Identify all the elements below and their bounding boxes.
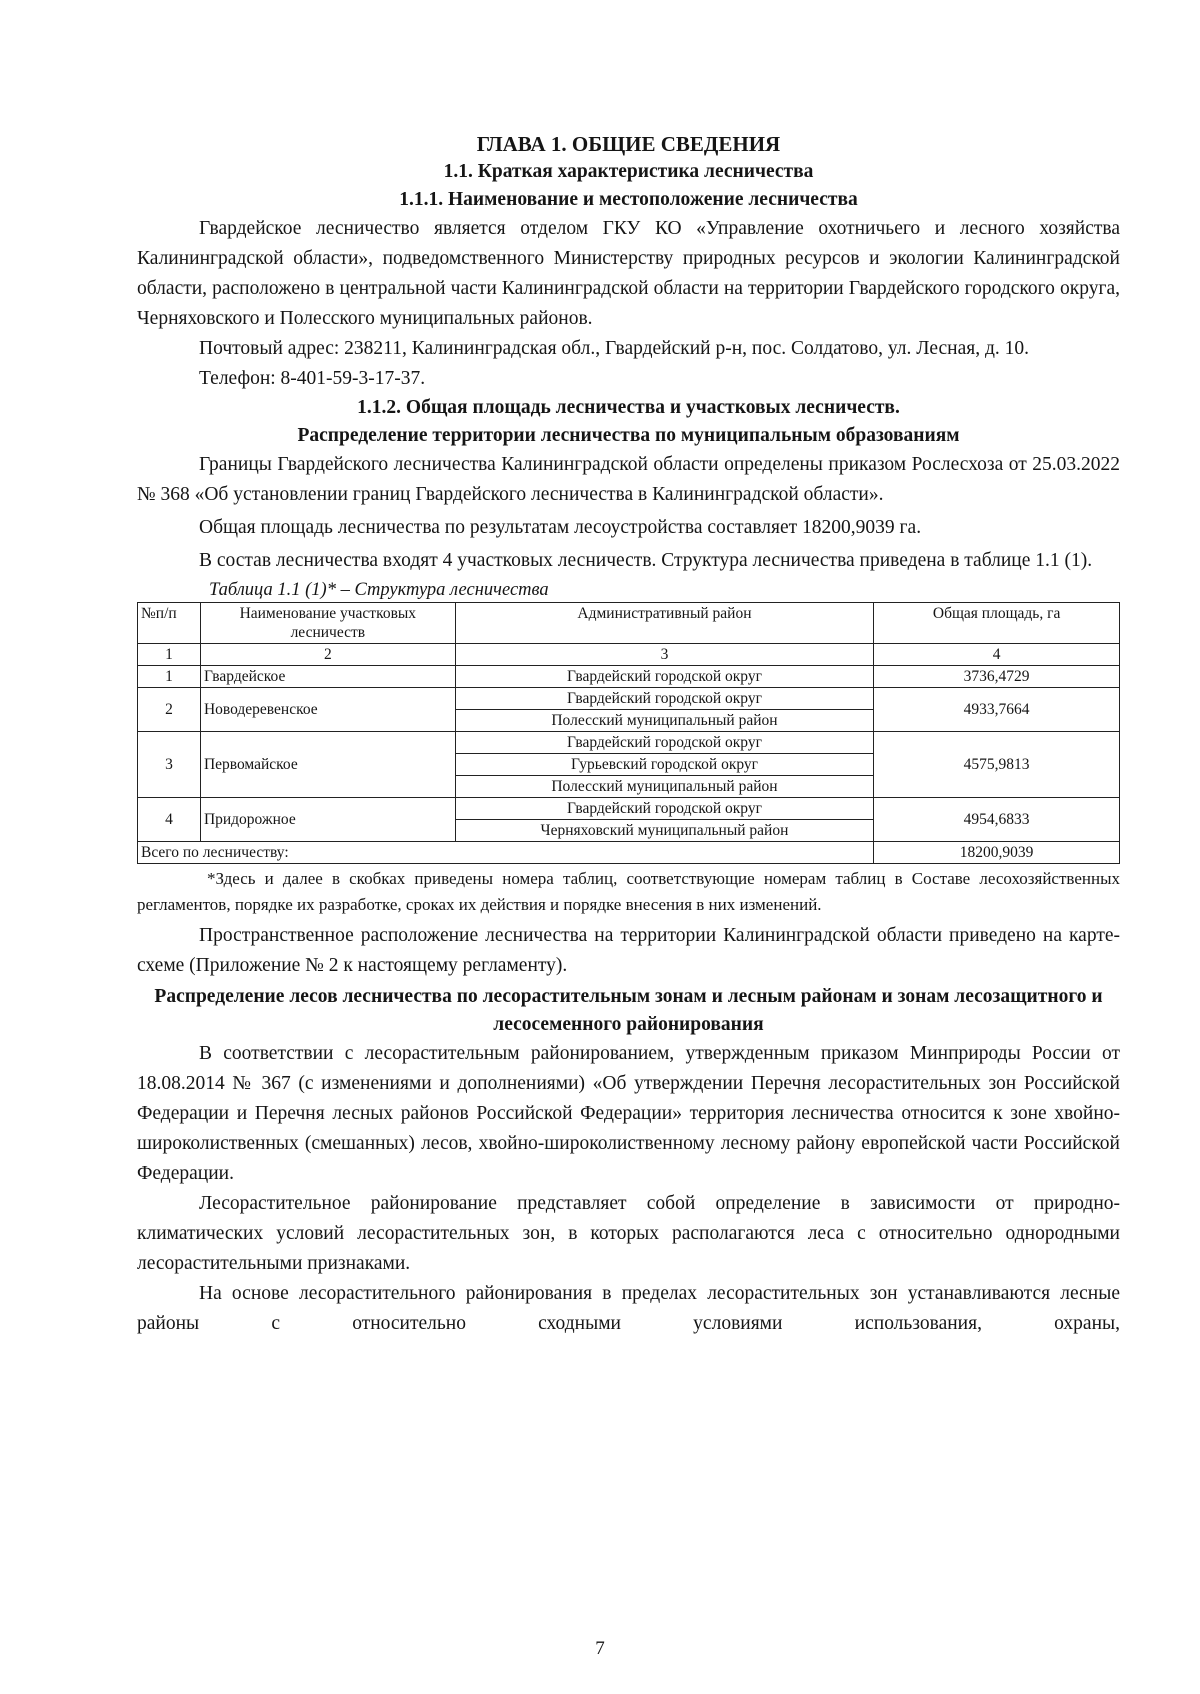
section-heading-1-1-2-sub: Распределение территории лесничества по муниципальным образованиям [297, 425, 960, 446]
table-cell-district: Гвардейский городской округ [455, 688, 874, 710]
table-cell-district: Гурьевский городской округ [455, 754, 874, 776]
table-cell-num: 4 [138, 798, 201, 842]
table-cell-name: Новодеревенское [200, 688, 455, 732]
table-cell-district: Гвардейский городской округ [455, 666, 874, 688]
table-caption: Таблица 1.1 (1)* – Структура лесничества [209, 580, 549, 600]
section-heading-1-1-2: 1.1.2. Общая площадь лесничества и участковых лесничеств. [357, 397, 900, 418]
table-total-label: Всего по лесничеству: [138, 842, 874, 864]
table-cell-district: Черняховский муниципальный район [455, 820, 874, 842]
table-cell-district: Гвардейский городской округ [455, 798, 874, 820]
table-cell-area: 4575,9813 [874, 732, 1120, 798]
table-cell-area: 4933,7664 [874, 688, 1120, 732]
table-row [138, 798, 1120, 820]
table-cell-num: 3 [138, 732, 201, 798]
table-cell-district: Гвардейский городской округ [455, 732, 874, 754]
paragraph-map: Пространственное расположение лесничества на территории Калининградской области приведено на карте-схеме (Приложение № 2 к настоящему регламенту). [137, 925, 1120, 976]
table-column-number: 3 [455, 644, 874, 666]
paragraph-phone: Телефон: 8-401-59-3-17-37. [199, 368, 426, 389]
table-header-cell: Общая площадь, га [874, 603, 1120, 644]
table-column-numbers-row [138, 644, 1120, 666]
table-column-number: 4 [874, 644, 1120, 666]
table-row [138, 732, 1120, 754]
paragraph-zones-3: На основе лесорастительного районирования в пределах лесорастительных зон устанавливаются лесные районы с относительно сходными условиями использования, охраны, [137, 1283, 1120, 1334]
page-number: 7 [595, 1638, 605, 1659]
table-total-area: 18200,9039 [874, 842, 1120, 864]
table-cell-area: 3736,4729 [874, 666, 1120, 688]
section-heading-1-1: 1.1. Краткая характеристика лесничества [443, 161, 814, 182]
table-header-cell: №п/п [138, 603, 201, 644]
table-header-cell: Наименование участковых лесничеств [200, 603, 455, 644]
paragraph-address: Почтовый адрес: 238211, Калининградская обл., Гвардейский р-н, пос. Солдатово, ул. Лесная, д. 10. [199, 338, 1029, 359]
paragraph-borders: Границы Гвардейского лесничества Калининградской области определены приказом Рослесхоза от 25.03.2022 № 368 «Об установлении границ Гвардейского лесничества в Калининградской области». [137, 454, 1120, 505]
page-content [137, 130, 1120, 1339]
table-total-row [138, 842, 1120, 864]
table-cell-area: 4954,6833 [874, 798, 1120, 842]
table-cell-district: Полесский муниципальный район [455, 710, 874, 732]
table-cell-name: Гвардейское [200, 666, 455, 688]
paragraph-description: Гвардейское лесничество является отделом ГКУ КО «Управление охотничьего и лесного хозяйства Калининградской области», подведомственного Министерству природных ресурсов и экологии Калининградской области, расположено в центральной части Калининградской области на территории Гвардейского городского округа, Черняховского и Полесского муниципальных районов. [137, 218, 1120, 329]
paragraph-zones-1: В соответствии с лесорастительным районированием, утвержденным приказом Минприроды России от 18.08.2014 № 367 (с изменениями и дополнениями) «Об утверждении Перечня лесорастительных зон Российской Федерации и Перечня лесных районов Российской Федерации» территория лесничества относится к зоне хвойно-широколиственных (смешанных) лесов, хвойно-широколиственному лесному району европейской части Российской Федерации. [137, 1043, 1120, 1184]
table-column-number: 1 [138, 644, 201, 666]
section-heading-zones: Распределение лесов лесничества по лесорастительным зонам и лесным районам и зонам лесозащитного и лесосеменного районирования [154, 986, 1103, 1035]
paragraph-structure: В состав лесничества входят 4 участковых лесничеств. Структура лесничества приведена в таблице 1.1 (1). [199, 550, 1093, 571]
table-cell-num: 1 [138, 666, 201, 688]
table-header-cell: Административный район [455, 603, 874, 644]
footnote-text: *Здесь и далее в скобках приведены номера таблиц, соответствующие номерам таблиц в Составе лесохозяйственных регламентов, порядке их разработке, сроках их действия и порядке внесения в них изменений. [137, 869, 1120, 914]
structure-table [137, 602, 1120, 864]
table-cell-name: Первомайское [200, 732, 455, 798]
paragraph-total-area: Общая площадь лесничества по результатам лесоустройства составляет 18200,9039 га. [199, 517, 922, 538]
paragraph-zones-2: Лесорастительное районирование представляет собой определение в зависимости от природно-климатических условий лесорастительных зон, в которых располагаются леса с относительно однородными лесорастительными признаками. [137, 1193, 1120, 1274]
table-footnote [137, 866, 1120, 918]
table-header-row [138, 603, 1120, 644]
chapter-title: ГЛАВА 1. ОБЩИЕ СВЕДЕНИЯ [476, 132, 781, 156]
table-column-number: 2 [200, 644, 455, 666]
table-row [138, 666, 1120, 688]
section-heading-1-1-1: 1.1.1. Наименование и местоположение лесничества [399, 189, 858, 210]
table-cell-district: Полесский муниципальный район [455, 776, 874, 798]
table-cell-name: Придорожное [200, 798, 455, 842]
table-row [138, 688, 1120, 710]
table-cell-num: 2 [138, 688, 201, 732]
